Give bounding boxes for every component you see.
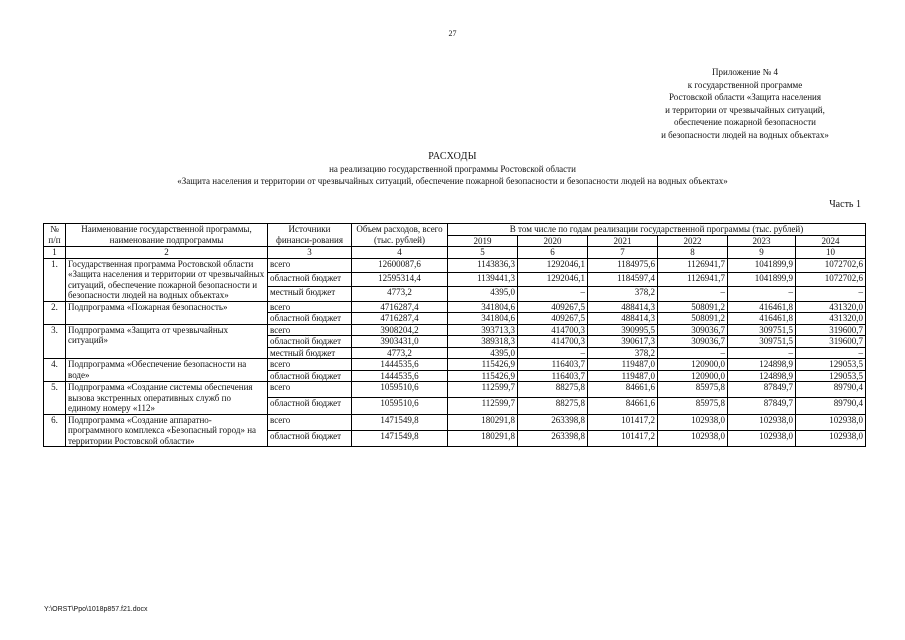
year-value: 1292046,1	[518, 258, 588, 272]
year-value: 85975,8	[658, 398, 728, 414]
part-label: Часть 1	[829, 199, 861, 210]
appendix-line: Приложение № 4	[712, 67, 778, 77]
year-value: 319600,7	[796, 324, 866, 336]
year-value: 319600,7	[796, 336, 866, 348]
year-value: 102938,0	[728, 430, 796, 446]
footer-file-path: Y:\ORST\Ppo\1018p857.f21.docx	[44, 606, 148, 613]
document-title	[0, 151, 905, 187]
year-value: 1072702,6	[796, 258, 866, 272]
row-number: 3.	[44, 324, 66, 359]
year-value: 119487,0	[588, 359, 658, 371]
year-value: 102938,0	[728, 414, 796, 430]
year-value: 263398,8	[518, 430, 588, 446]
total-value: 4773,2	[352, 347, 448, 359]
table-row	[44, 359, 866, 371]
funding-source: всего	[268, 359, 352, 371]
column-index: 1	[44, 247, 66, 259]
year-value: 1292046,1	[518, 272, 588, 286]
year-value: 85975,8	[658, 382, 728, 398]
year-value: 1041899,9	[728, 272, 796, 286]
year-value: 378,2	[588, 347, 658, 359]
row-number: 2.	[44, 301, 66, 324]
column-index: 9	[728, 247, 796, 259]
funding-source: всего	[268, 382, 352, 398]
year-value: 341804,6	[448, 313, 518, 325]
year-value: 414700,3	[518, 324, 588, 336]
funding-source: областной бюджет	[268, 430, 352, 446]
year-value: –	[796, 287, 866, 301]
year-value: 89790,4	[796, 398, 866, 414]
year-value: 431320,0	[796, 301, 866, 313]
column-index: 8	[658, 247, 728, 259]
year-value: 414700,3	[518, 336, 588, 348]
header-name: Наименование государственной программы, наименование подпрограммы	[66, 224, 268, 247]
header-year: 2022	[658, 235, 728, 247]
column-index: 10	[796, 247, 866, 259]
year-value: 88275,8	[518, 382, 588, 398]
appendix-line: и территории от чрезвычайных ситуаций,	[665, 104, 825, 115]
appendix-line: и безопасности людей на водных объектах»	[661, 129, 829, 140]
column-index: 6	[518, 247, 588, 259]
header-year: 2019	[448, 235, 518, 247]
year-value: –	[658, 287, 728, 301]
year-value: 112599,7	[448, 398, 518, 414]
year-value: 390995,5	[588, 324, 658, 336]
year-value: 488414,3	[588, 313, 658, 325]
year-value: 124898,9	[728, 370, 796, 382]
year-value: 180291,8	[448, 414, 518, 430]
table-row	[44, 258, 866, 272]
year-value: 416461,8	[728, 313, 796, 325]
program-name: Подпрограмма «Создание аппаратно-программного комплекса «Безопасный город» на территории Ростовской области»	[66, 414, 268, 447]
year-value: 378,2	[588, 287, 658, 301]
year-value: 115426,9	[448, 359, 518, 371]
year-value: 416461,8	[728, 301, 796, 313]
program-name: Подпрограмма «Создание системы обеспечения вызова экстренных оперативных служб по единому номеру «112»	[66, 382, 268, 415]
funding-source: областной бюджет	[268, 398, 352, 414]
row-number: 4.	[44, 359, 66, 382]
total-value: 1059510,6	[352, 398, 448, 414]
year-value: 180291,8	[448, 430, 518, 446]
year-value: 409267,5	[518, 301, 588, 313]
year-value: –	[518, 347, 588, 359]
appendix-line: к государственной программе	[687, 79, 803, 90]
funding-source: областной бюджет	[268, 272, 352, 286]
year-value: 4395,0	[448, 347, 518, 359]
header-year: 2021	[588, 235, 658, 247]
year-value: 263398,8	[518, 414, 588, 430]
year-value: –	[796, 347, 866, 359]
title-line: «Защита населения и территории от чрезвычайных ситуаций, обеспечение пожарной безопасности и безопасности людей на водных объектах»	[177, 176, 728, 186]
year-value: 1126941,7	[658, 258, 728, 272]
funding-source: всего	[268, 258, 352, 272]
column-index: 3	[268, 247, 352, 259]
year-value: 112599,7	[448, 382, 518, 398]
page-number: 27	[448, 29, 457, 38]
year-value: 508091,2	[658, 313, 728, 325]
title-main: РАСХОДЫ	[428, 151, 477, 162]
year-value: –	[518, 287, 588, 301]
table-row	[44, 324, 866, 336]
column-index: 4	[352, 247, 448, 259]
program-name: Подпрограмма «Пожарная безопасность»	[66, 301, 268, 324]
year-value: 101417,2	[588, 414, 658, 430]
year-value: 87849,7	[728, 382, 796, 398]
program-name: Государственная программа Ростовской области «Защита населения и территории от чрезвычайных ситуаций, обеспечение пожарной безопасности и безопасности людей на водных объектах»	[66, 258, 268, 301]
year-value: 84661,6	[588, 382, 658, 398]
total-value: 4773,2	[352, 287, 448, 301]
total-value: 4716287,4	[352, 301, 448, 313]
year-value: 87849,7	[728, 398, 796, 414]
total-value: 4716287,4	[352, 313, 448, 325]
header-year: 2020	[518, 235, 588, 247]
header-num: № п/п	[44, 224, 66, 247]
header-years-group: В том числе по годам реализации государственной программы (тыс. рублей)	[448, 224, 866, 236]
year-value: 389318,3	[448, 336, 518, 348]
year-value: 102938,0	[796, 430, 866, 446]
year-value: 120900,0	[658, 370, 728, 382]
table-row	[44, 414, 866, 430]
year-value: 101417,2	[588, 430, 658, 446]
year-value: –	[728, 347, 796, 359]
total-value: 1471549,8	[352, 430, 448, 446]
year-value: 390617,3	[588, 336, 658, 348]
funding-source: местный бюджет	[268, 347, 352, 359]
year-value: 102938,0	[658, 430, 728, 446]
header-volume: Объем расходов, всего (тыс. рублей)	[352, 224, 448, 247]
year-value: 309751,5	[728, 324, 796, 336]
year-value: 116403,7	[518, 370, 588, 382]
row-number: 5.	[44, 382, 66, 415]
year-value: 1126941,7	[658, 272, 728, 286]
expenses-table	[43, 223, 866, 447]
year-value: 88275,8	[518, 398, 588, 414]
funding-source: всего	[268, 324, 352, 336]
header-year: 2023	[728, 235, 796, 247]
year-value: 129053,5	[796, 359, 866, 371]
year-value: 488414,3	[588, 301, 658, 313]
total-value: 3908204,2	[352, 324, 448, 336]
total-value: 1059510,6	[352, 382, 448, 398]
funding-source: областной бюджет	[268, 313, 352, 325]
table-row	[44, 382, 866, 398]
header-year: 2024	[796, 235, 866, 247]
year-value: 1184975,6	[588, 258, 658, 272]
total-value: 12600087,6	[352, 258, 448, 272]
year-value: 309751,5	[728, 336, 796, 348]
table-row	[44, 301, 866, 313]
column-index-row	[44, 247, 866, 259]
title-line: на реализацию государственной программы Ростовской области	[329, 164, 576, 174]
year-value: 116403,7	[518, 359, 588, 371]
program-name: Подпрограмма «Защита от чрезвычайных ситуаций»	[66, 324, 268, 359]
year-value: –	[658, 347, 728, 359]
column-index: 5	[448, 247, 518, 259]
year-value: 409267,5	[518, 313, 588, 325]
year-value: 309036,7	[658, 336, 728, 348]
appendix-block	[625, 66, 865, 142]
year-value: 1139441,3	[448, 272, 518, 286]
funding-source: всего	[268, 414, 352, 430]
row-number: 6.	[44, 414, 66, 447]
total-value: 1444535,6	[352, 359, 448, 371]
total-value: 12595314,4	[352, 272, 448, 286]
year-value: 102938,0	[658, 414, 728, 430]
year-value: 431320,0	[796, 313, 866, 325]
total-value: 1471549,8	[352, 414, 448, 430]
year-value: 309036,7	[658, 324, 728, 336]
year-value: –	[728, 287, 796, 301]
year-value: 120900,0	[658, 359, 728, 371]
total-value: 1444535,6	[352, 370, 448, 382]
year-value: 119487,0	[588, 370, 658, 382]
year-value: 393713,3	[448, 324, 518, 336]
year-value: 1041899,9	[728, 258, 796, 272]
year-value: 508091,2	[658, 301, 728, 313]
header-source: Источники финанси-рования	[268, 224, 352, 247]
year-value: 102938,0	[796, 414, 866, 430]
year-value: 115426,9	[448, 370, 518, 382]
year-value: 341804,6	[448, 301, 518, 313]
row-number: 1.	[44, 258, 66, 301]
appendix-line: обеспечение пожарной безопасности	[673, 117, 816, 128]
column-index: 7	[588, 247, 658, 259]
year-value: 1072702,6	[796, 272, 866, 286]
appendix-line: Ростовской области «Защита населения	[668, 92, 822, 103]
year-value: 1184597,4	[588, 272, 658, 286]
year-value: 129053,5	[796, 370, 866, 382]
year-value: 1143836,3	[448, 258, 518, 272]
funding-source: областной бюджет	[268, 370, 352, 382]
total-value: 3903431,0	[352, 336, 448, 348]
funding-source: всего	[268, 301, 352, 313]
year-value: 89790,4	[796, 382, 866, 398]
year-value: 124898,9	[728, 359, 796, 371]
year-value: 4395,0	[448, 287, 518, 301]
column-index: 2	[66, 247, 268, 259]
funding-source: областной бюджет	[268, 336, 352, 348]
year-value: 84661,6	[588, 398, 658, 414]
funding-source: местный бюджет	[268, 287, 352, 301]
program-name: Подпрограмма «Обеспечение безопасности на воде»	[66, 359, 268, 382]
